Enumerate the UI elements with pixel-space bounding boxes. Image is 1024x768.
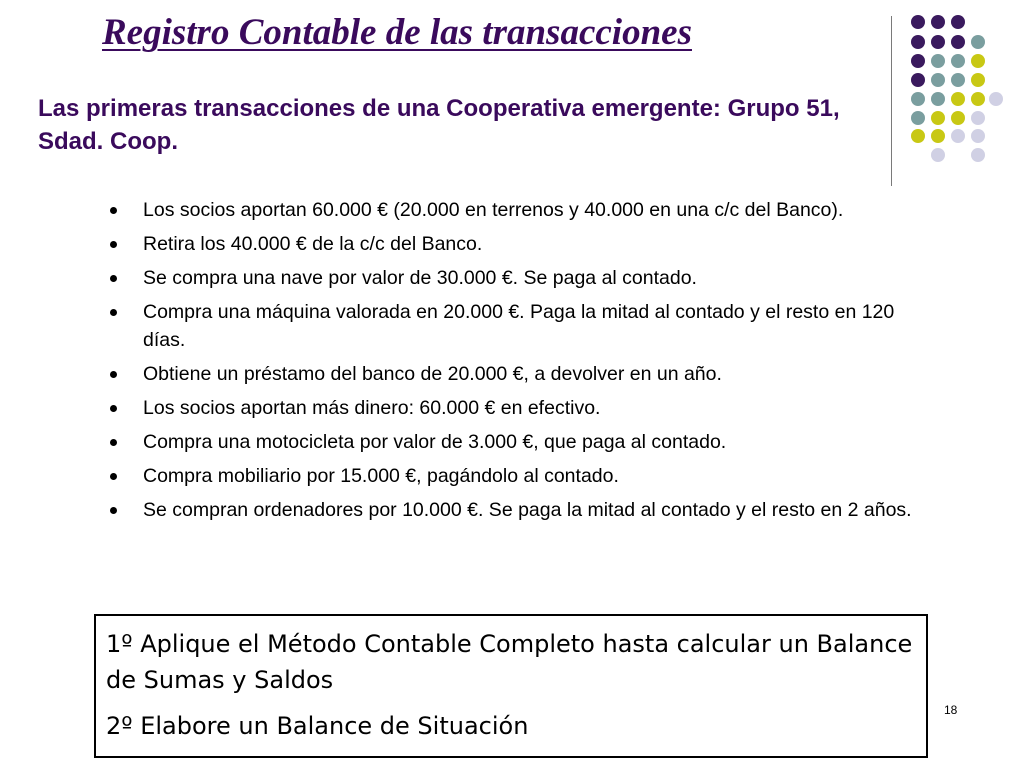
list-item: Se compra una nave por valor de 30.000 €. Se paga al contado.: [110, 264, 940, 292]
dot: [971, 35, 985, 49]
transaction-list: [110, 196, 940, 530]
list-item: Obtiene un préstamo del banco de 20.000 €, a devolver en un año.: [110, 360, 940, 388]
dot: [951, 111, 965, 125]
dot: [971, 54, 985, 68]
dot: [951, 15, 965, 29]
dot: [911, 15, 925, 29]
list-item: Compra una motocicleta por valor de 3.000 €, que paga al contado.: [110, 428, 940, 456]
dot: [951, 35, 965, 49]
list-item: Los socios aportan 60.000 € (20.000 en terrenos y 40.000 en una c/c del Banco).: [110, 196, 940, 224]
dot: [931, 148, 945, 162]
dot: [951, 73, 965, 87]
dot: [931, 54, 945, 68]
dot: [931, 129, 945, 143]
slide-title: Registro Contable de las transacciones: [102, 12, 692, 53]
dot: [911, 35, 925, 49]
list-item: Compra mobiliario por 15.000 €, pagándolo al contado.: [110, 462, 940, 490]
dot: [951, 129, 965, 143]
dot: [931, 92, 945, 106]
list-item: Compra una máquina valorada en 20.000 €. Paga la mitad al contado y el resto en 120 días.: [110, 298, 940, 354]
task-1: 1º Aplique el Método Contable Completo hasta calcular un Balance de Sumas y Saldos: [106, 630, 913, 694]
dot: [971, 73, 985, 87]
dot: [911, 111, 925, 125]
dot: [931, 111, 945, 125]
dot: [911, 92, 925, 106]
dot: [951, 92, 965, 106]
list-item: Los socios aportan más dinero: 60.000 € en efectivo.: [110, 394, 940, 422]
task-2: 2º Elabore un Balance de Situación: [106, 712, 529, 740]
dot: [951, 54, 965, 68]
page-number: 18: [944, 703, 958, 717]
task-box: [94, 614, 928, 758]
dot: [971, 129, 985, 143]
dot: [911, 73, 925, 87]
dot: [971, 111, 985, 125]
dot: [931, 15, 945, 29]
dot: [989, 92, 1003, 106]
dot: [911, 54, 925, 68]
list-item: Se compran ordenadores por 10.000 €. Se paga la mitad al contado y el resto en 2 años.: [110, 496, 940, 524]
dot: [931, 73, 945, 87]
dot: [931, 35, 945, 49]
list-item: Retira los 40.000 € de la c/c del Banco.: [110, 230, 940, 258]
slide-subtitle: Las primeras transacciones de una Cooperativa emergente: Grupo 51, Sdad. Coop.: [38, 95, 840, 155]
dot: [971, 148, 985, 162]
dot: [911, 129, 925, 143]
divider-line: [891, 16, 892, 186]
dot: [971, 92, 985, 106]
